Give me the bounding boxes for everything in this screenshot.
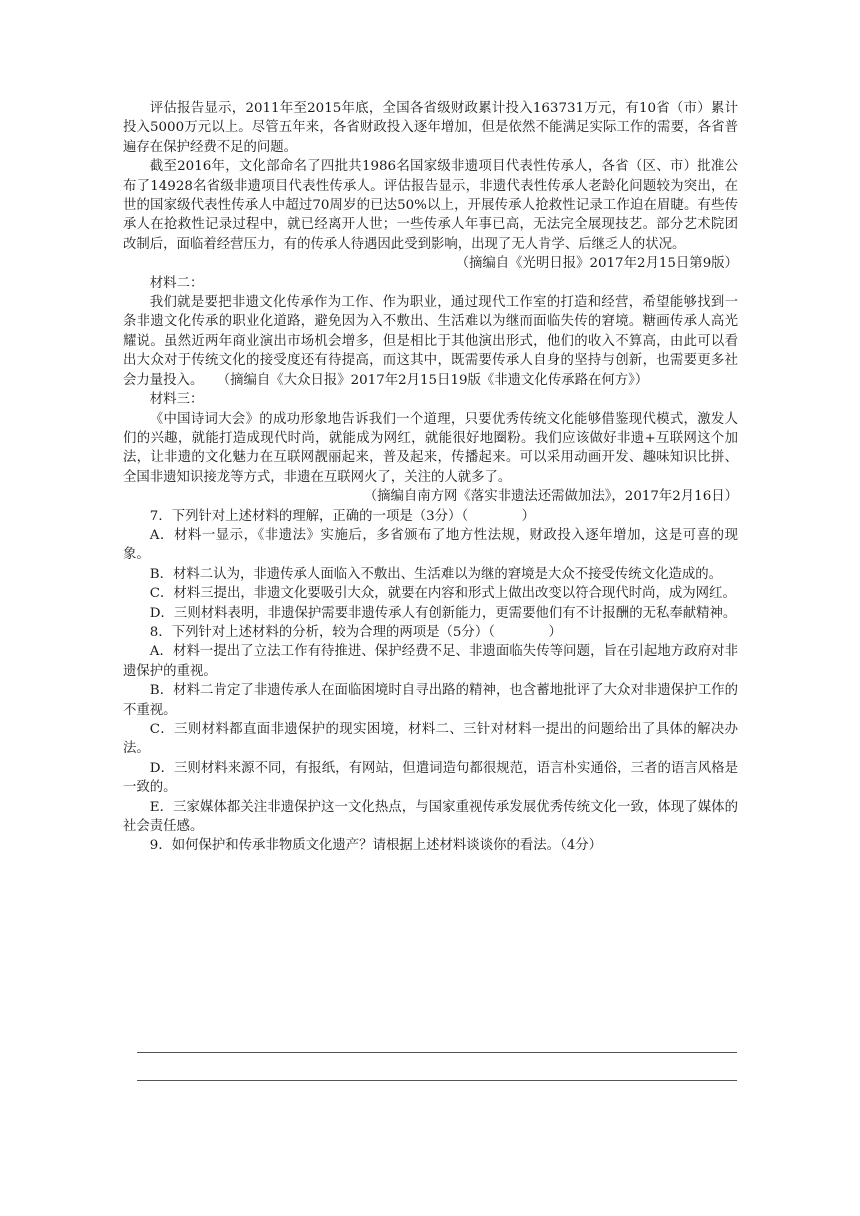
question-7-option-b: B．材料二认为，非遗传承人面临入不敷出、生活难以为继的窘境是大众不接受传统文化造成的。 <box>149 566 723 582</box>
question-8-option-b: B．材料二肯定了非遗传承人在面临困境时自寻出路的精神，也含蓄地批评了大众对非遗保护工作的不重视。 <box>123 683 738 718</box>
question-9-stem: 9．如何保护和传承非物质文化遗产？请根据上述材料谈谈你的看法。（4分） <box>149 838 603 854</box>
document-body <box>123 99 738 856</box>
material2-title: 材料二： <box>149 275 204 291</box>
question-8-option-d: D．三则材料来源不同，有报纸，有网站，但遣词造句都很规范，语言朴实通俗，三者的语言风格是一致的。 <box>123 760 738 796</box>
answer-line-2[interactable] <box>137 1080 737 1081</box>
question-8-option-a: A．材料一提出了立法工作有待推进、保护经费不足、非遗面临失传等问题，旨在引起地方政府对非遗保护的重视。 <box>123 644 738 679</box>
material1-paragraph-2: 截至2016年，文化部命名了四批共1986名国家级非遗项目代表性传承人，各省（区、市）批准公布了14928名省级非遗项目代表性传承人。评估报告显示，非遗代表性传承人老龄化问题较为突出，在世的国家级代表性传承人中超过70周岁的已达50%以上，开展传承人抢救性记录工作迫在眉睫。有些传承人在抢救性记录过程中，就已经离开人世；一些传承人年事已高，无法完全展现技艺。部分艺术院团改制后，面临着经营压力，有的传承人待遇因此受到影响，出现了无人肯学、后继乏人的状况。 <box>123 159 738 252</box>
question-7-option-a: A．材料一显示，《非遗法》实施后，多省颁布了地方性法规，财政投入逐年增加，这是可喜的现象。 <box>123 527 738 563</box>
question-8-stem: 8．下列针对上述材料的分析，较为合理的两项是（5分）（ ） <box>149 624 562 640</box>
question-8-option-e: E．三家媒体都关注非遗保护这一文化热点，与国家重视传承发展优秀传统文化一致，体现了媒体的社会责任感。 <box>123 799 738 835</box>
question-8-option-c: C．三则材料都直面非遗保护的现实困境，材料二、三针对材料一提出的问题给出了具体的解决办法。 <box>123 722 738 757</box>
question-7-stem: 7．下列针对上述材料的理解，正确的一项是（3分）（ ） <box>149 508 536 524</box>
material2-body: 我们就是要把非遗文化传承作为工作、作为职业，通过现代工作室的打造和经营，希望能够找到一条非遗文化传承的职业化道路，避免因为入不敷出、生活难以为继而面临失传的窘境。糖画传承人高光耀说。虽然近两年商业演出市场机会增多，但是相比于其他演出形式，他们的收入不算高，由此可以看出大众对于传统文化的接受度还有待提高，而这其中，既需要传承人自身的坚持与创新，也需要更多社会力量投入。 （摘编自《大众日报》2017年2月15日19版《非遗文化传承路在何方》） <box>123 295 738 388</box>
material3-body: 《中国诗词大会》的成功形象地告诉我们一个道理，只要优秀传统文化能够借鉴现代模式，激发人们的兴趣，就能打造成现代时尚，就能成为网红，就能很好地圈粉。我们应该做好非遗+互联网这个加法，让非遗的文化魅力在互联网靓丽起来，普及起来，传播起来。可以采用动画开发、趣味知识比拼、全国非遗知识接龙等方式，非遗在互联网火了，关注的人就多了。 <box>123 411 738 485</box>
material3-source: （摘编自南方网《落实非遗法还需做加法》，2017年2月16日） <box>363 489 738 505</box>
question-7-option-d: D．三则材料表明，非遗保护需要非遗传承人有创新能力，更需要他们有不计报酬的无私奉献精神。 <box>149 605 737 621</box>
material3-title: 材料三： <box>149 392 204 408</box>
answer-line-1[interactable] <box>137 1052 737 1053</box>
material1-paragraph-1: 评估报告显示，2011年至2015年底，全国各省级财政累计投入163731万元，有10省（市）累计投入5000万元以上。尽管五年来，各省财政投入逐年增加，但是依然不能满足实际工作的需要，各省普遍存在保护经费不足的问题。 <box>123 101 738 155</box>
material1-source: （摘编自《光明日报》2017年2月15日第9版） <box>455 256 738 272</box>
question-7-option-c: C．材料三提出，非遗文化要吸引大众，就要在内容和形式上做出改变以符合现代时尚，成为网红。 <box>149 586 736 602</box>
